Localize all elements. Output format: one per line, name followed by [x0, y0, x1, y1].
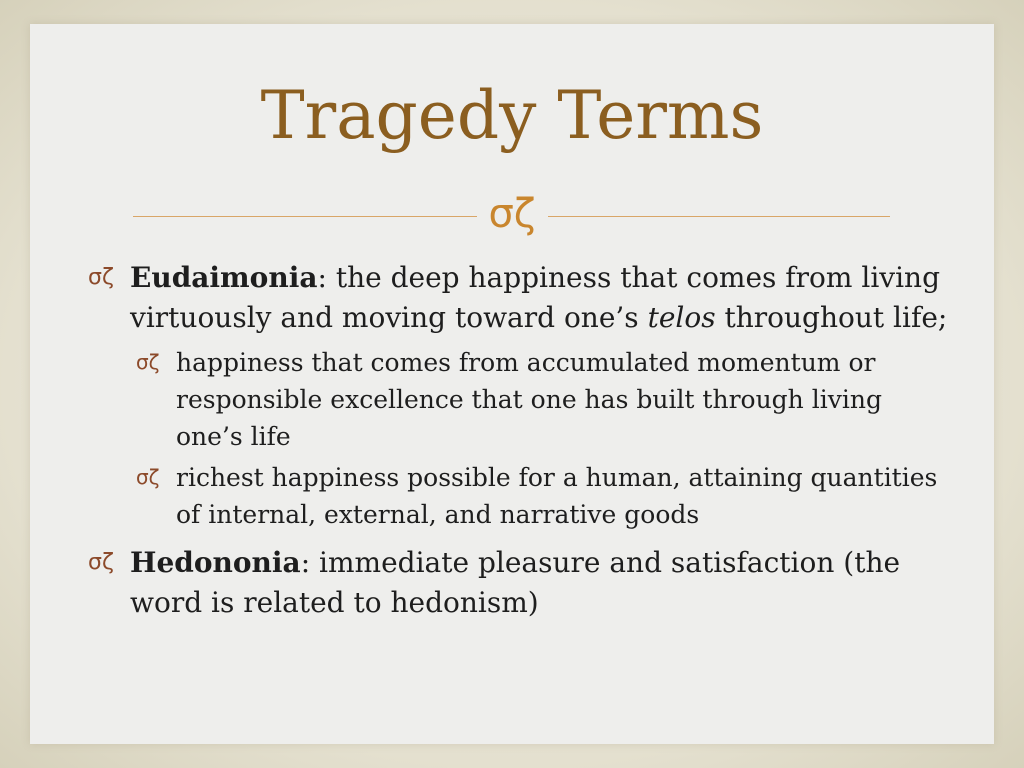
sub-bullet-item-1 [88, 344, 948, 455]
ornate-sub-bullet-icon: σζ [136, 350, 160, 374]
term-eudaimonia: Eudaimonia [130, 261, 318, 294]
definition-eudaimonia-part2: throughout life; [715, 301, 948, 334]
ornate-sub-bullet-icon: σζ [136, 465, 160, 489]
term-hedononia: Hedononia [130, 546, 301, 579]
slide-title: Tragedy Terms [260, 77, 764, 154]
title-divider-left [133, 216, 477, 217]
ornate-bullet-icon: σζ [88, 265, 114, 290]
term-telos: telos [647, 301, 716, 334]
definition-eudaimonia-part1: : the deep happiness that comes from living virtuously and moving toward one’s [130, 261, 941, 334]
definition-hedononia: : immediate pleasure and satisfaction (the word is related to hedonism) [130, 546, 901, 619]
sub-bullet-text-2: richest happiness possible for a human, attaining quantities of internal, external, and narrative goods [176, 463, 938, 529]
bullet-item-hedononia [88, 543, 948, 623]
sub-bullet-text-1: happiness that comes from accumulated momentum or responsible excellence that one has built through living one’s life [176, 348, 882, 451]
ornate-bullet-icon: σζ [88, 550, 114, 575]
title-divider-right [548, 216, 890, 217]
sub-bullet-item-2 [88, 459, 948, 533]
ornament-icon: σζ [488, 191, 536, 237]
bullet-item-eudaimonia [88, 258, 948, 338]
slide-content [88, 258, 948, 629]
